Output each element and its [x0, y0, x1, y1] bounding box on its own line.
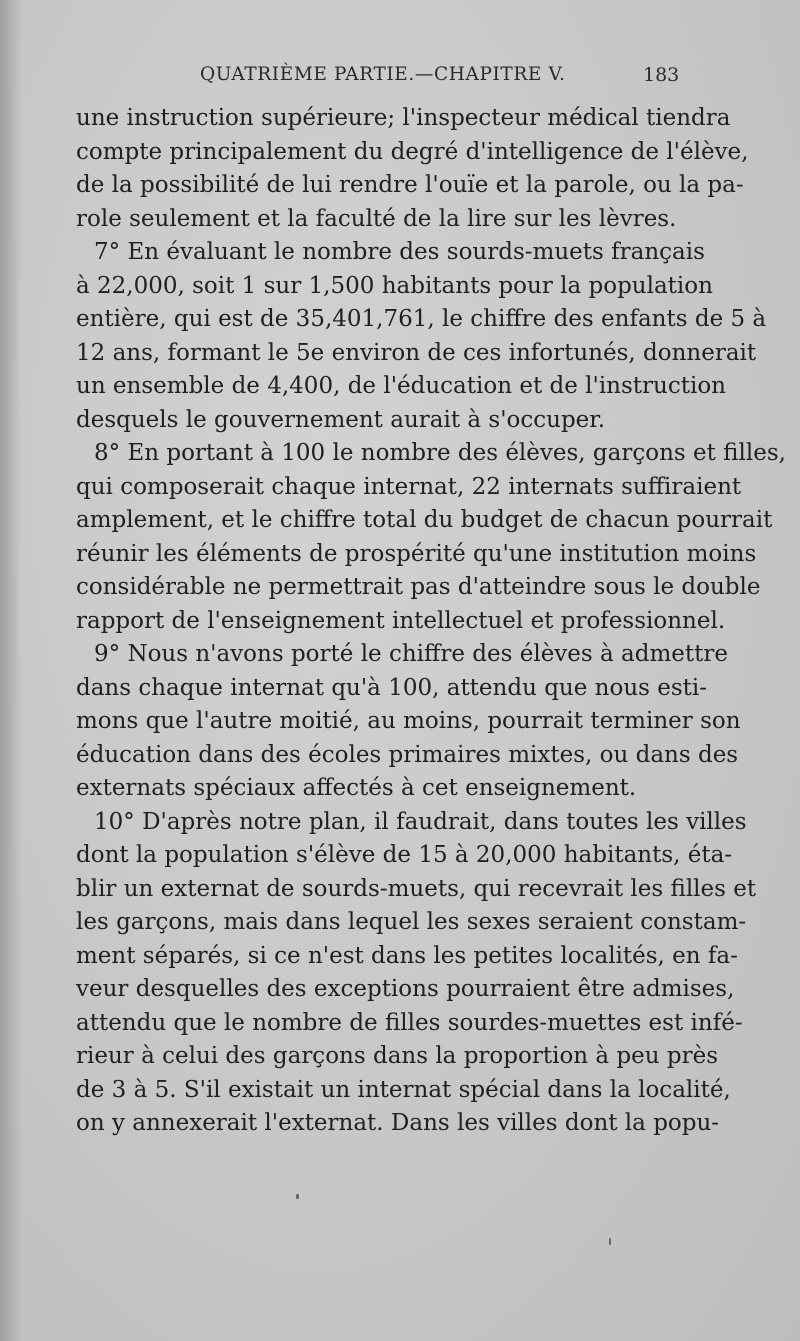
- paragraph-start: 7° En évaluant le nombre des sourds-muets français: [94, 239, 705, 265]
- text-line: considérable ne permettrait pas d'atteindre sous le double: [76, 574, 761, 600]
- text-line: 12 ans, formant le 5e environ de ces infortunés, donnerait: [76, 339, 757, 366]
- running-head: QUATRIÈME PARTIE.—CHAPITRE V.: [200, 64, 566, 85]
- text-line: rieur à celui des garçons dans la proportion à peu près: [76, 1043, 719, 1069]
- text-line: entière, qui est de 35,401,761, le chiffre des enfants de 5 à: [76, 306, 767, 332]
- text-line: amplement, et le chiffre total du budget de chacun pourrait: [76, 507, 773, 533]
- text-line: on y annexerait l'externat. Dans les villes dont la popu-: [76, 1110, 720, 1136]
- text-line: attendu que le nombre de filles sourdes-muettes est infé-: [76, 1009, 743, 1036]
- text-line: blir un externat de sourds-muets, qui recevrait les filles et: [76, 875, 757, 902]
- text-line: réunir les éléments de prospérité qu'une institution moins: [76, 540, 757, 567]
- page-gutter-shadow: [0, 0, 22, 1341]
- text-line: rapport de l'enseignement intellectuel et professionnel.: [76, 607, 726, 634]
- text-line: dans chaque internat qu'à 100, attendu que nous esti-: [76, 674, 708, 701]
- paragraph-start: 9° Nous n'avons porté le chiffre des élèves à admettre: [94, 641, 728, 667]
- text-line: qui composerait chaque internat, 22 internats suffiraient: [76, 473, 742, 500]
- text-line: éducation dans des écoles primaires mixtes, ou dans des: [76, 741, 739, 768]
- page-header: [0, 64, 800, 94]
- text-line: de 3 à 5. S'il existait un internat spécial dans la localité,: [76, 1076, 731, 1103]
- text-line: à 22,000, soit 1 sur 1,500 habitants pour la population: [76, 272, 713, 299]
- body-text: [76, 102, 786, 1141]
- text-line: de la possibilité de lui rendre l'ouïe et la parole, ou la pa-: [76, 172, 744, 198]
- text-line: les garçons, mais dans lequel les sexes seraient constam-: [76, 909, 747, 935]
- text-line: desquels le gouvernement aurait à s'occuper.: [76, 406, 606, 433]
- text-line: veur desquelles des exceptions pourraient être admises,: [76, 976, 735, 1002]
- page-number: 183: [643, 64, 680, 86]
- ink-speck: [609, 1238, 611, 1245]
- text-line: un ensemble de 4,400, de l'éducation et de l'instruction: [76, 373, 726, 399]
- text-line: compte principalement du degré d'intelligence de l'élève,: [76, 138, 749, 165]
- text-line: dont la population s'élève de 15 à 20,000 habitants, éta-: [76, 842, 733, 868]
- text-line: externats spéciaux affectés à cet enseignement.: [76, 775, 637, 801]
- paragraph-start: 10° D'après notre plan, il faudrait, dans toutes les villes: [94, 808, 747, 835]
- text-line: mons que l'autre moitié, au moins, pourrait terminer son: [76, 708, 741, 734]
- text-line: ment séparés, si ce n'est dans les petites localités, en fa-: [76, 942, 738, 969]
- text-line: une instruction supérieure; l'inspecteur médical tiendra: [76, 105, 731, 131]
- ink-speck: [296, 1194, 299, 1199]
- text-line: role seulement et la faculté de la lire sur les lèvres.: [76, 205, 677, 232]
- paragraph-start: 8° En portant à 100 le nombre des élèves, garçons et filles,: [94, 440, 786, 466]
